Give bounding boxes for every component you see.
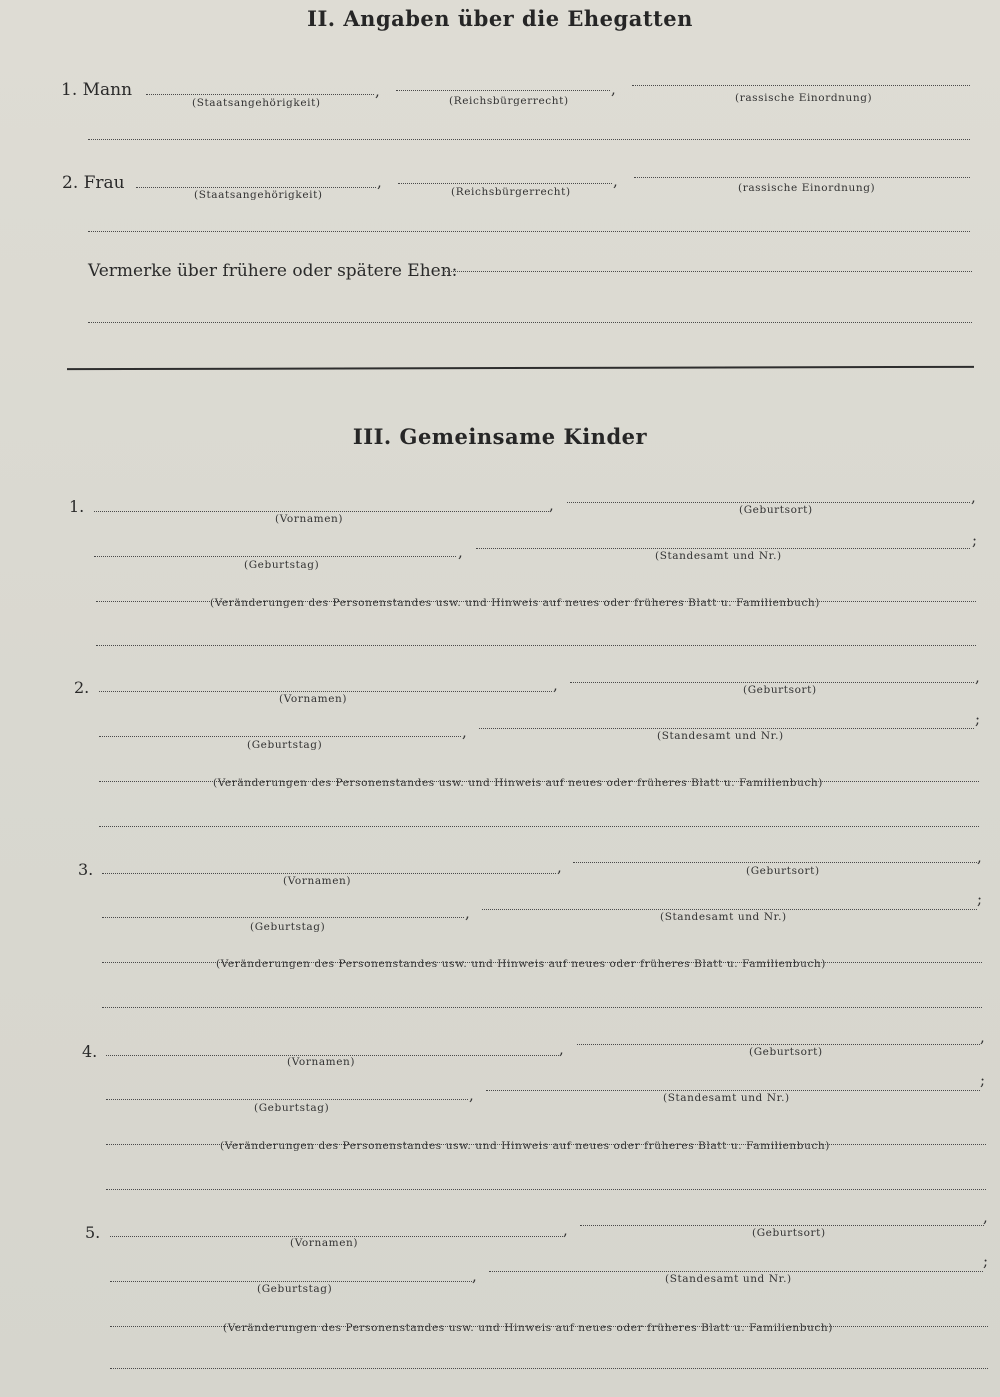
remarks-field[interactable] (443, 271, 972, 272)
comma: , (971, 488, 976, 506)
wife-racial-field[interactable] (634, 177, 970, 178)
comma: , (975, 668, 980, 686)
firstnames-field[interactable] (94, 511, 549, 512)
caption-citizenship: (Reichsbürgerrecht) (449, 95, 569, 107)
caption-birthday: (Geburtstag) (254, 1102, 330, 1114)
comma: , (469, 1086, 474, 1104)
birthday-field[interactable] (106, 1099, 468, 1100)
birthday-field[interactable] (99, 736, 461, 737)
changes-field-line2[interactable] (106, 1189, 986, 1190)
comma: , (980, 1028, 985, 1046)
caption-firstnames: (Vornamen) (275, 513, 344, 525)
caption-racial: (rassische Einordnung) (738, 182, 876, 194)
comma: , (472, 1267, 477, 1285)
wife-nationality-field[interactable] (136, 187, 376, 188)
firstnames-field[interactable] (99, 691, 552, 692)
section-ii-title: II. Angaben über die Ehegatten (307, 6, 693, 31)
comma: , (377, 173, 382, 191)
birthplace-field[interactable] (573, 862, 977, 863)
registry-field[interactable] (489, 1271, 983, 1272)
remarks-label: Vermerke über frühere oder spätere Ehen: (88, 261, 458, 281)
wife-citizenship-field[interactable] (398, 183, 612, 184)
changes-field-line2[interactable] (99, 826, 979, 827)
comma: , (557, 858, 562, 876)
caption-citizenship: (Reichsbürgerrecht) (451, 186, 571, 198)
caption-birthday: (Geburtstag) (250, 921, 326, 933)
caption-birthday: (Geburtstag) (257, 1283, 333, 1295)
caption-birthplace: (Geburtsort) (746, 865, 820, 877)
registry-field[interactable] (479, 728, 974, 729)
caption-registry: (Standesamt und Nr.) (655, 550, 782, 562)
caption-firstnames: (Vornamen) (287, 1056, 356, 1068)
caption-registry: (Standesamt und Nr.) (657, 730, 784, 742)
caption-changes: (Veränderungen des Personenstandes usw. und Hinweis auf neues oder früheres Blatt u. Familienbuch) (213, 777, 823, 789)
caption-birthplace: (Geburtsort) (743, 684, 817, 696)
birthplace-field[interactable] (567, 502, 970, 503)
birthplace-field[interactable] (570, 682, 974, 683)
caption-firstnames: (Vornamen) (290, 1237, 359, 1249)
birthday-field[interactable] (110, 1281, 472, 1282)
remarks-field-line2[interactable] (88, 322, 972, 323)
caption-nationality: (Staatsangehörigkeit) (192, 97, 321, 109)
section-iii-title: III. Gemeinsame Kinder (352, 424, 648, 449)
caption-racial: (rassische Einordnung) (735, 92, 873, 104)
caption-firstnames: (Vornamen) (279, 693, 348, 705)
caption-registry: (Standesamt und Nr.) (660, 911, 787, 923)
caption-changes: (Veränderungen des Personenstandes usw. und Hinweis auf neues oder früheres Blatt u. Familienbuch) (220, 1140, 830, 1152)
changes-field-line2[interactable] (96, 645, 976, 646)
caption-nationality: (Staatsangehörigkeit) (194, 189, 323, 201)
comma: , (462, 723, 467, 741)
semicolon: ; (977, 890, 983, 908)
wife-extra-line[interactable] (88, 231, 970, 232)
comma: , (549, 496, 554, 514)
comma: , (613, 172, 618, 190)
man-extra-line[interactable] (88, 139, 970, 140)
changes-field-line2[interactable] (110, 1368, 988, 1369)
registry-field[interactable] (482, 909, 977, 910)
firstnames-field[interactable] (102, 873, 556, 874)
child-number: 5. (85, 1223, 101, 1242)
caption-birthplace: (Geburtsort) (739, 504, 813, 516)
caption-changes: (Veränderungen des Personenstandes usw. und Hinweis auf neues oder früheres Blatt u. Familienbuch) (216, 958, 826, 970)
birthday-field[interactable] (94, 556, 456, 557)
man-citizenship-field[interactable] (396, 90, 610, 91)
comma: , (611, 80, 616, 98)
child-number: 4. (82, 1042, 98, 1061)
birthplace-field[interactable] (580, 1225, 984, 1226)
caption-birthplace: (Geburtsort) (752, 1227, 826, 1239)
semicolon: ; (975, 710, 981, 728)
man-label: 1. Mann (61, 80, 133, 100)
caption-birthday: (Geburtstag) (247, 739, 323, 751)
comma: , (553, 676, 558, 694)
comma: , (977, 848, 982, 866)
comma: , (458, 543, 463, 561)
man-nationality-field[interactable] (146, 94, 374, 95)
child-number: 2. (74, 678, 90, 697)
man-racial-field[interactable] (632, 85, 970, 86)
birthplace-field[interactable] (577, 1044, 980, 1045)
caption-firstnames: (Vornamen) (283, 875, 352, 887)
semicolon: ; (983, 1252, 989, 1270)
comma: , (563, 1221, 568, 1239)
comma: , (983, 1208, 988, 1226)
semicolon: ; (972, 531, 978, 549)
comma: , (375, 82, 380, 100)
caption-changes: (Veränderungen des Personenstandes usw. und Hinweis auf neues oder früheres Blatt u. Familienbuch) (223, 1322, 833, 1334)
birthday-field[interactable] (102, 917, 464, 918)
caption-changes: (Veränderungen des Personenstandes usw. und Hinweis auf neues oder früheres Blatt u. Familienbuch) (210, 597, 820, 609)
caption-registry: (Standesamt und Nr.) (665, 1273, 792, 1285)
child-number: 1. (69, 497, 85, 516)
section-divider (67, 366, 974, 370)
changes-field-line2[interactable] (102, 1007, 982, 1008)
comma: , (465, 904, 470, 922)
semicolon: ; (980, 1071, 986, 1089)
child-number: 3. (78, 860, 94, 879)
registry-field[interactable] (486, 1090, 980, 1091)
caption-registry: (Standesamt und Nr.) (663, 1092, 790, 1104)
comma: , (559, 1040, 564, 1058)
wife-label: 2. Frau (62, 173, 125, 193)
registry-field[interactable] (476, 548, 970, 549)
caption-birthday: (Geburtstag) (244, 559, 320, 571)
caption-birthplace: (Geburtsort) (749, 1046, 823, 1058)
